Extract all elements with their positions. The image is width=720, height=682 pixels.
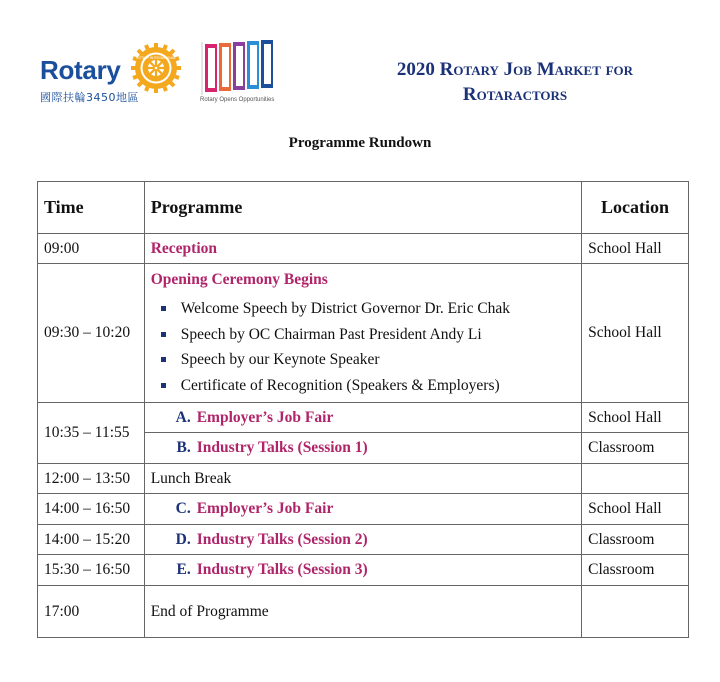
session-title: Industry Talks (Session 3)	[196, 561, 368, 578]
row-location	[582, 586, 689, 638]
table-row	[38, 555, 689, 586]
row-programme	[144, 494, 581, 525]
session-letter: C.	[175, 500, 191, 517]
programme-title: Opening Ceremony Begins	[150, 271, 328, 288]
row-programme	[144, 403, 581, 433]
row-programme: Reception	[144, 234, 581, 264]
row-location: School Hall	[582, 494, 689, 525]
table-row	[38, 464, 689, 494]
page-title	[330, 57, 700, 107]
header-location: Location	[582, 182, 689, 234]
session-title: Industry Talks (Session 2)	[196, 530, 368, 548]
session-letter: B.	[176, 439, 191, 456]
list-item: Speech by our Keynote Speaker	[181, 347, 575, 373]
table-row	[38, 586, 689, 638]
row-programme	[144, 525, 581, 555]
session-letter: A.	[175, 408, 191, 426]
title-line-2: Rotaractors	[462, 84, 568, 105]
row-time: 10:35 – 11:55	[38, 403, 145, 464]
session-title: Employer’s Job Fair	[196, 500, 334, 517]
row-programme: Lunch Break	[144, 464, 581, 494]
row-location: Classroom	[582, 555, 689, 586]
rotary-logo-text: Rotary	[40, 55, 121, 85]
row-time: 14:00 – 16:50	[38, 494, 145, 525]
row-programme	[144, 555, 581, 586]
row-time: 17:00	[38, 586, 145, 638]
session-letter: D.	[175, 530, 191, 548]
row-programme	[144, 433, 581, 464]
header	[0, 0, 720, 120]
list-item: Certificate of Recognition (Speakers & Employers)	[181, 373, 575, 399]
title-line-1: 2020 Rotary Job Market for	[396, 59, 634, 80]
list-item: Welcome Speech by District Governor Dr. Eric Chak	[181, 296, 575, 322]
table-row	[38, 264, 689, 403]
row-time: 09:00	[38, 234, 145, 264]
table-row	[38, 403, 689, 433]
district-text: 國際扶輪3450地區	[40, 91, 139, 104]
wheel-text: ROTARY INTERNATIONAL	[136, 55, 176, 60]
programme-table	[37, 181, 689, 638]
row-location: School Hall	[582, 234, 689, 264]
table-row	[38, 494, 689, 525]
session-letter: E.	[176, 561, 191, 578]
row-location: School Hall	[582, 264, 689, 403]
row-time: 12:00 – 13:50	[38, 464, 145, 494]
row-time: 15:30 – 16:50	[38, 555, 145, 586]
row-time: 09:30 – 10:20	[38, 264, 145, 403]
header-programme: Programme	[144, 182, 581, 234]
opportunity-doors-icon	[199, 38, 275, 96]
speech-list	[151, 296, 575, 398]
session-title: Employer’s Job Fair	[196, 408, 334, 426]
header-time: Time	[38, 182, 145, 234]
row-location: School Hall	[582, 403, 689, 433]
tagline: Rotary Opens Opportunities	[200, 97, 275, 103]
table-row	[38, 525, 689, 555]
row-location: Classroom	[582, 433, 689, 464]
list-item: Speech by OC Chairman Past President Andy Li	[181, 322, 575, 348]
rotary-wheel-icon	[130, 42, 182, 94]
row-programme	[144, 264, 581, 403]
row-programme: End of Programme	[144, 586, 581, 638]
table-row	[38, 234, 689, 264]
subtitle: Programme Rundown	[288, 135, 432, 151]
row-time: 14:00 – 15:20	[38, 525, 145, 555]
row-location	[582, 464, 689, 494]
table-header-row	[38, 182, 689, 234]
row-location: Classroom	[582, 525, 689, 555]
session-title: Industry Talks (Session 1)	[196, 439, 368, 456]
